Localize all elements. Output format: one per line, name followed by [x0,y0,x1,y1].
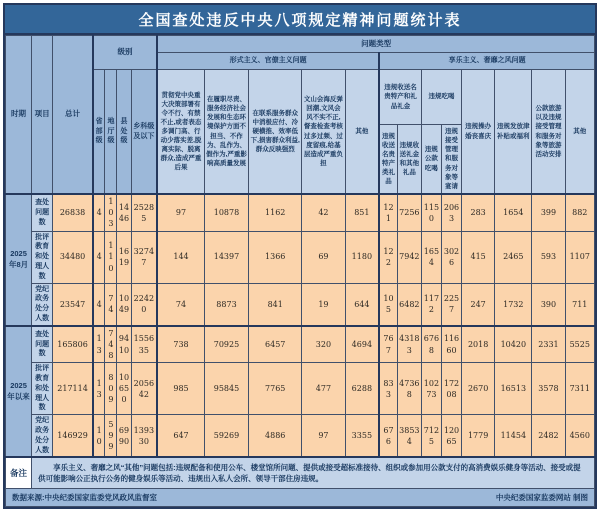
col-header-period: 时期 [6,36,32,195]
data-cell: 70925 [204,326,248,363]
data-cell: 122 [379,231,397,283]
data-cell: 10273 [421,363,441,415]
item-cell: 批评教育和处理人数 [32,231,53,283]
data-cell: 2257 [441,283,461,326]
col-header-dining-banquets: 违规接受管理和服务对象等宴请 [441,125,461,195]
table-row [6,231,595,283]
data-cell: 7765 [249,363,302,415]
data-cell: 38534 [397,415,421,458]
data-cell: 103 [105,194,117,231]
item-cell: 党纪政务处分人数 [32,415,53,458]
data-cell: 6990 [117,415,131,458]
col-header-level-prefecture: 地厅级 [105,70,117,195]
data-cell: 16513 [495,363,532,415]
data-cell: 833 [379,363,397,415]
data-cell: 9410 [117,326,131,363]
data-cell: 1619 [117,231,131,283]
data-cell: 3578 [532,363,565,415]
data-cell: 10 [93,415,105,458]
data-cell: 4560 [565,415,594,458]
col-header-wedding-funeral: 违规操办婚丧喜庆 [462,70,495,195]
data-cell: 155635 [131,326,157,363]
col-header-formalism-2: 在履职尽责、服务经济社会发展和生态环境保护方面不担当、不作为、乱作为、假作为,严重影响高质量发展 [204,70,248,195]
data-cell: 2331 [532,326,565,363]
col-header-public-travel: 公款旅游以及违规接受管理和服务对象等旅游活动安排 [532,70,565,195]
data-cell: 19 [302,283,345,326]
col-header-level-township: 乡科级及以下 [131,70,157,195]
data-cell: 1180 [345,231,379,283]
col-header-formalism-3: 在联系服务群众中消极应付、冷硬横推、效率低下,损害群众利益,群众反映强烈 [249,70,302,195]
statistics-table [3,3,597,509]
data-cell: 105 [379,283,397,326]
data-cell: 10878 [204,194,248,231]
data-cell: 2063 [441,194,461,231]
data-cell: 7125 [421,415,441,458]
item-cell: 党纪政务处分人数 [32,283,53,326]
footer-bar [6,489,595,507]
data-cell: 7942 [397,231,421,283]
data-cell: 11660 [441,326,461,363]
col-header-gifts-group: 违规收送名贵特产和礼品礼金 [379,70,421,125]
col-header-problem-type: 问题类型 [157,36,594,53]
data-cell: 1172 [421,283,441,326]
table-row [6,415,595,458]
data-cell: 11454 [495,415,532,458]
col-header-gifts-specialty: 违规收送名贵特产类礼品 [379,125,397,195]
data-cell: 882 [565,194,594,231]
period-cell: 2025年以来 [6,326,32,458]
footer-row [6,489,595,507]
col-header-formalism-group: 形式主义、官僚主义问题 [157,53,379,70]
data-cell: 97 [302,415,345,458]
data-cell: 144 [157,231,204,283]
data-cell: 1107 [565,231,594,283]
data-cell: 676 [379,415,397,458]
note-content: 享乐主义、奢靡之风“其他”问题包括:违规配备和使用公车、楼堂馆所问题、提供或接受超标准接待、组织或参加用公款支付的高消费娱乐健身等活动、接受或提供可能影响公正执行公务的健身娱乐等活动、违规出入私人会所、领导干部住房违规。 [32,457,595,489]
data-table [5,35,595,507]
data-cell: 2465 [495,231,532,283]
data-cell: 2670 [462,363,495,415]
data-cell: 12065 [441,415,461,458]
data-cell: 13 [93,363,105,415]
data-cell: 2482 [532,415,565,458]
period-cell: 2025年8月 [6,194,32,326]
data-cell: 8873 [204,283,248,326]
data-cell: 1150 [421,194,441,231]
data-cell: 69 [302,231,345,283]
data-cell: 1732 [495,283,532,326]
col-header-hedonism-group: 享乐主义、奢靡之风问题 [379,53,594,70]
data-cell: 7311 [565,363,594,415]
col-header-gifts-cash: 违规收送礼金和其他礼品 [397,125,421,195]
data-cell: 23547 [53,283,93,326]
col-header-formalism-4: 文山会海反弹回潮,文风会风不实不正,督查检查考核过多过频、过度留痕,给基层造成严重负担 [302,70,345,195]
note-row [6,457,595,489]
data-cell: 390 [532,283,565,326]
data-cell: 6768 [421,326,441,363]
data-cell: 851 [345,194,379,231]
table-row [6,326,595,363]
data-cell: 6457 [249,326,302,363]
data-cell: 146929 [53,415,93,458]
data-cell: 5525 [565,326,594,363]
table-body [6,194,595,457]
data-cell: 599 [105,415,117,458]
data-cell: 17208 [441,363,461,415]
data-cell: 4 [93,194,105,231]
data-cell: 4886 [249,415,302,458]
data-cell: 1446 [117,194,131,231]
credit-text: 中央纪委国家监委网站 制图 [495,492,588,502]
data-cell: 399 [532,194,565,231]
col-header-level-group: 级别 [93,36,157,70]
data-cell: 165806 [53,326,93,363]
data-cell: 415 [462,231,495,283]
data-cell: 10650 [117,363,131,415]
data-cell: 841 [249,283,302,326]
col-header-dining-group: 违规吃喝 [421,70,461,125]
data-cell: 647 [157,415,204,458]
data-cell: 25285 [131,194,157,231]
data-cell: 4 [93,231,105,283]
col-header-total: 总计 [53,36,93,195]
page-title: 全国查处违反中央八项规定精神问题统计表 [5,5,595,35]
data-cell: 809 [105,363,117,415]
data-cell: 985 [157,363,204,415]
col-header-allowances: 违规发放津补贴或福利 [495,70,532,195]
data-cell: 74 [105,283,117,326]
data-cell: 593 [532,231,565,283]
data-cell: 4694 [345,326,379,363]
col-header-item: 项目 [32,36,53,195]
data-source-text: 数据来源:中央纪委国家监委党风政风监督室 [12,492,157,502]
data-cell: 283 [462,194,495,231]
table-row [6,363,595,415]
data-cell: 1654 [495,194,532,231]
col-header-level-province: 省部级 [93,70,105,195]
data-cell: 1654 [421,231,441,283]
data-cell: 748 [105,326,117,363]
col-header-formalism-1: 贯彻党中央重大决策部署有令不行、有禁不止,或者表态多调门高、行动少落实差,脱离实际、脱离群众,造成严重后果 [157,70,204,195]
data-cell: 32747 [131,231,157,283]
data-cell: 110 [105,231,117,283]
data-cell: 1162 [249,194,302,231]
data-cell: 97 [157,194,204,231]
data-cell: 139330 [131,415,157,458]
data-cell: 4 [93,283,105,326]
note-label: 备注 [6,457,32,489]
col-header-hedonism-other: 其他 [565,70,594,195]
data-cell: 738 [157,326,204,363]
data-cell: 6288 [345,363,379,415]
data-cell: 320 [302,326,345,363]
data-cell: 644 [345,283,379,326]
data-cell: 59269 [204,415,248,458]
data-cell: 711 [565,283,594,326]
col-header-dining-public-funds: 违规公款吃喝 [421,125,441,195]
data-cell: 95845 [204,363,248,415]
table-row [6,194,595,231]
col-header-level-county: 县处级 [117,70,131,195]
data-cell: 34480 [53,231,93,283]
data-cell: 477 [302,363,345,415]
data-cell: 1779 [462,415,495,458]
data-cell: 3026 [441,231,461,283]
data-cell: 6482 [397,283,421,326]
table-row [6,283,595,326]
data-cell: 247 [462,283,495,326]
data-cell: 10420 [495,326,532,363]
header-row-3 [6,70,595,125]
data-cell: 74 [157,283,204,326]
header-row-1 [6,36,595,53]
data-cell: 1049 [117,283,131,326]
data-cell: 217114 [53,363,93,415]
data-cell: 767 [379,326,397,363]
table-header [6,36,595,195]
data-cell: 13 [93,326,105,363]
data-cell: 7256 [397,194,421,231]
item-cell: 查处问题数 [32,194,53,231]
item-cell: 查处问题数 [32,326,53,363]
item-cell: 批评教育和处理人数 [32,363,53,415]
data-cell: 205642 [131,363,157,415]
data-cell: 42 [302,194,345,231]
data-cell: 121 [379,194,397,231]
data-cell: 26838 [53,194,93,231]
data-cell: 1366 [249,231,302,283]
data-cell: 22420 [131,283,157,326]
data-cell: 3355 [345,415,379,458]
data-cell: 14397 [204,231,248,283]
data-cell: 43183 [397,326,421,363]
data-cell: 2018 [462,326,495,363]
data-cell: 47368 [397,363,421,415]
col-header-formalism-other: 其他 [345,70,379,195]
